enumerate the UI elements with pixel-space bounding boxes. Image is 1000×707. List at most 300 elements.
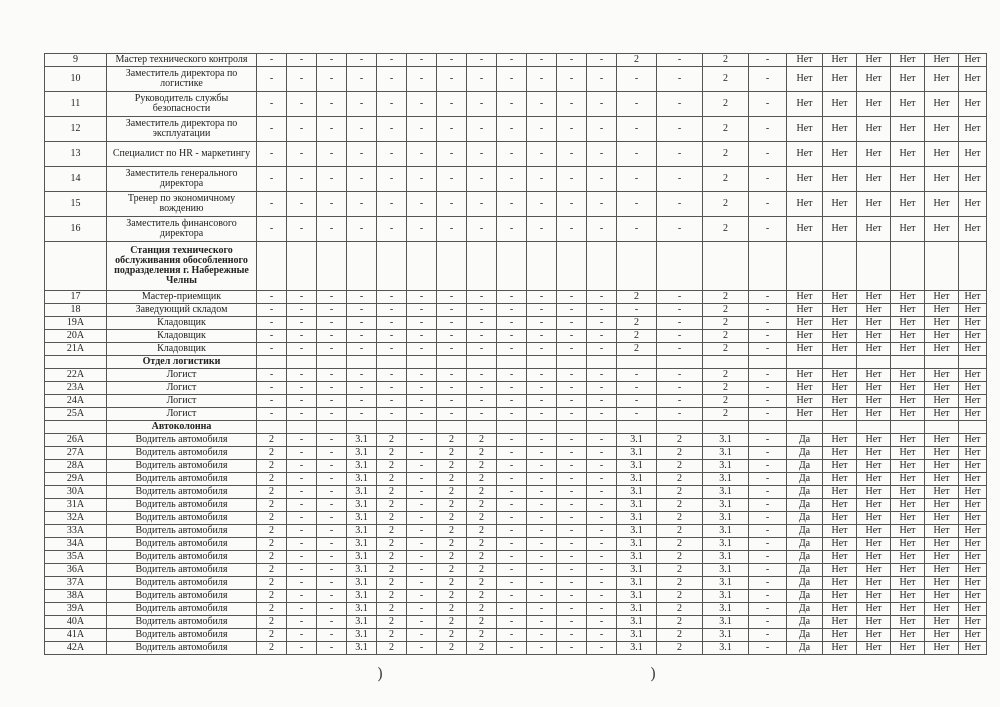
row-number: 18 (45, 304, 107, 317)
table-cell: - (657, 369, 703, 382)
table-cell: - (317, 291, 347, 304)
table-cell: - (287, 447, 317, 460)
table-cell (587, 421, 617, 434)
table-cell: - (377, 291, 407, 304)
table-cell: Нет (925, 54, 959, 67)
table-cell: - (407, 577, 437, 590)
table-cell: - (587, 577, 617, 590)
table-cell: Нет (891, 304, 925, 317)
table-cell: Нет (891, 473, 925, 486)
table-cell: 2 (657, 512, 703, 525)
table-cell: 2 (377, 525, 407, 538)
table-cell (257, 242, 287, 291)
table-cell (407, 356, 437, 369)
table-cell: - (347, 343, 377, 356)
table-cell: 3.1 (703, 616, 749, 629)
table-cell: - (749, 408, 787, 421)
section-title: Автоколонна (107, 421, 257, 434)
table-cell: - (437, 117, 467, 142)
table-row (45, 577, 987, 590)
table-cell: - (407, 343, 437, 356)
table-cell: Нет (787, 291, 823, 304)
table-cell: Нет (787, 304, 823, 317)
table-cell: 3.1 (703, 577, 749, 590)
table-cell: Нет (959, 142, 987, 167)
table-cell: 2 (703, 304, 749, 317)
table-cell (557, 242, 587, 291)
table-cell (407, 421, 437, 434)
table-cell: - (587, 167, 617, 192)
table-row (45, 330, 987, 343)
table-cell: - (749, 486, 787, 499)
table-cell: - (657, 142, 703, 167)
table-cell: - (317, 525, 347, 538)
table-cell: - (657, 192, 703, 217)
table-cell: - (617, 382, 657, 395)
table-cell (437, 242, 467, 291)
table-cell: Нет (925, 460, 959, 473)
table-cell: - (497, 317, 527, 330)
table-cell: - (657, 117, 703, 142)
table-cell: - (467, 142, 497, 167)
table-cell: - (587, 117, 617, 142)
table-cell: - (497, 590, 527, 603)
table-cell: 2 (467, 512, 497, 525)
position-name: Водитель автомобиля (107, 525, 257, 538)
table-cell: - (557, 382, 587, 395)
table-cell: Нет (959, 590, 987, 603)
table-cell: - (467, 167, 497, 192)
table-cell: 3.1 (617, 629, 657, 642)
table-cell: 3.1 (703, 460, 749, 473)
table-cell: - (317, 343, 347, 356)
table-cell: - (497, 330, 527, 343)
table-cell: - (527, 460, 557, 473)
table-cell: Нет (857, 369, 891, 382)
table-cell: - (407, 447, 437, 460)
table-cell: Нет (891, 525, 925, 538)
table-cell: Нет (891, 317, 925, 330)
table-cell: 2 (703, 382, 749, 395)
table-cell: - (587, 304, 617, 317)
table-cell (467, 421, 497, 434)
table-cell: - (467, 369, 497, 382)
table-cell: - (497, 616, 527, 629)
table-cell: Нет (925, 343, 959, 356)
table-cell: 3.1 (347, 512, 377, 525)
table-cell: - (407, 408, 437, 421)
table-cell (823, 242, 857, 291)
table-cell: - (657, 291, 703, 304)
table-cell: Нет (823, 577, 857, 590)
table-cell: - (287, 577, 317, 590)
table-cell (657, 356, 703, 369)
table-cell: Да (787, 525, 823, 538)
table-cell: 3.1 (347, 538, 377, 551)
table-cell (557, 421, 587, 434)
table-cell: - (587, 408, 617, 421)
table-cell: Нет (891, 369, 925, 382)
position-name: Мастер технического контроля (107, 54, 257, 67)
table-cell: 2 (437, 577, 467, 590)
table-cell: - (557, 590, 587, 603)
table-cell: - (527, 92, 557, 117)
table-cell: - (557, 525, 587, 538)
table-cell: - (377, 217, 407, 242)
table-cell: Нет (857, 616, 891, 629)
table-cell: Нет (925, 67, 959, 92)
table-cell: Нет (959, 577, 987, 590)
table-row (45, 291, 987, 304)
position-name: Заместитель директора по логистике (107, 67, 257, 92)
row-number: 16 (45, 217, 107, 242)
table-cell: - (407, 317, 437, 330)
table-cell: Нет (959, 167, 987, 192)
table-cell: - (749, 603, 787, 616)
table-cell: Да (787, 499, 823, 512)
table-cell: 3.1 (347, 642, 377, 655)
table-row (45, 460, 987, 473)
table-cell: - (587, 382, 617, 395)
table-cell: - (377, 117, 407, 142)
table-cell: 3.1 (617, 642, 657, 655)
table-cell (749, 421, 787, 434)
table-cell: Нет (891, 538, 925, 551)
table-cell: - (407, 369, 437, 382)
table-cell: - (557, 486, 587, 499)
table-cell: - (407, 525, 437, 538)
table-cell: - (317, 117, 347, 142)
table-cell: - (527, 167, 557, 192)
table-cell: 2 (467, 577, 497, 590)
table-cell: - (377, 408, 407, 421)
table-cell: Нет (959, 499, 987, 512)
table-cell: - (617, 167, 657, 192)
table-cell: - (407, 590, 437, 603)
table-cell: - (497, 629, 527, 642)
table-cell: - (587, 92, 617, 117)
table-cell: Нет (891, 616, 925, 629)
table-cell: 3.1 (617, 460, 657, 473)
table-cell: - (287, 564, 317, 577)
table-cell (749, 356, 787, 369)
table-cell: - (587, 330, 617, 343)
table-cell: - (437, 369, 467, 382)
table-cell: - (347, 167, 377, 192)
table-cell: 2 (467, 434, 497, 447)
table-cell (257, 356, 287, 369)
table-cell: Нет (823, 167, 857, 192)
table-cell (317, 242, 347, 291)
table-cell: - (257, 142, 287, 167)
table-cell: 2 (703, 369, 749, 382)
table-cell: 2 (467, 525, 497, 538)
position-name: Водитель автомобиля (107, 551, 257, 564)
position-name: Водитель автомобиля (107, 447, 257, 460)
table-cell: - (557, 408, 587, 421)
table-cell: 3.1 (347, 473, 377, 486)
table-cell: - (257, 217, 287, 242)
table-cell: - (257, 395, 287, 408)
table-cell: 3.1 (703, 551, 749, 564)
table-cell: Нет (787, 395, 823, 408)
table-cell: 2 (657, 525, 703, 538)
table-cell (925, 421, 959, 434)
table-cell: 2 (377, 616, 407, 629)
table-cell: - (617, 395, 657, 408)
table-cell: Да (787, 538, 823, 551)
table-cell: Нет (959, 54, 987, 67)
table-cell: Нет (823, 330, 857, 343)
table-cell (925, 242, 959, 291)
table-cell: - (749, 343, 787, 356)
table-cell: - (557, 369, 587, 382)
table-cell: Нет (823, 629, 857, 642)
table-cell (823, 421, 857, 434)
table-cell: - (317, 564, 347, 577)
position-name: Специалист по HR - маркетингу (107, 142, 257, 167)
table-cell (317, 421, 347, 434)
section-row (45, 421, 987, 434)
table-cell: - (749, 642, 787, 655)
table-cell: - (617, 304, 657, 317)
table-cell: Нет (925, 167, 959, 192)
table-cell: - (437, 343, 467, 356)
table-cell: - (527, 551, 557, 564)
table-cell: - (287, 460, 317, 473)
table-cell: - (657, 217, 703, 242)
table-cell: Нет (959, 460, 987, 473)
table-cell (377, 421, 407, 434)
table-cell (467, 242, 497, 291)
table-cell (959, 356, 987, 369)
table-row (45, 192, 987, 217)
table-cell: Нет (823, 460, 857, 473)
table-cell: Нет (857, 564, 891, 577)
table-cell: Нет (925, 473, 959, 486)
table-cell: - (587, 603, 617, 616)
table-cell: - (749, 192, 787, 217)
table-cell (617, 356, 657, 369)
table-cell (587, 356, 617, 369)
table-cell: Нет (787, 54, 823, 67)
table-cell: - (347, 369, 377, 382)
table-cell: - (749, 629, 787, 642)
table-cell: 2 (703, 117, 749, 142)
table-cell: 2 (377, 486, 407, 499)
table-cell: - (527, 67, 557, 92)
position-name: Логист (107, 369, 257, 382)
table-cell: 3.1 (347, 460, 377, 473)
table-cell: - (257, 117, 287, 142)
table-cell: 2 (657, 551, 703, 564)
table-row (45, 590, 987, 603)
table-cell: Нет (857, 460, 891, 473)
table-cell: 2 (703, 142, 749, 167)
table-cell: Нет (925, 408, 959, 421)
table-cell: 2 (467, 499, 497, 512)
table-cell: 3.1 (347, 525, 377, 538)
table-cell: 2 (703, 395, 749, 408)
table-cell: - (407, 551, 437, 564)
table-cell: - (587, 67, 617, 92)
table-cell: - (749, 499, 787, 512)
table-cell (787, 356, 823, 369)
table-cell: 2 (657, 577, 703, 590)
table-cell: - (437, 304, 467, 317)
table-cell: 2 (703, 54, 749, 67)
table-cell (749, 242, 787, 291)
table-cell: 2 (617, 343, 657, 356)
table-cell: Нет (925, 538, 959, 551)
table-cell: 2 (257, 551, 287, 564)
table-cell: Нет (857, 603, 891, 616)
table-cell: - (287, 54, 317, 67)
table-cell: Нет (787, 369, 823, 382)
table-cell: 2 (617, 317, 657, 330)
table-cell: Да (787, 577, 823, 590)
table-cell: - (557, 642, 587, 655)
table-cell: - (377, 382, 407, 395)
table-cell: - (317, 512, 347, 525)
table-cell: - (657, 330, 703, 343)
table-cell: Нет (959, 642, 987, 655)
table-cell: - (657, 382, 703, 395)
table-cell: 2 (617, 330, 657, 343)
table-cell: Нет (925, 512, 959, 525)
table-cell: - (467, 395, 497, 408)
table-cell: - (467, 291, 497, 304)
position-name: Водитель автомобиля (107, 642, 257, 655)
table-cell: 2 (257, 564, 287, 577)
table-cell: - (407, 304, 437, 317)
table-cell: - (347, 67, 377, 92)
table-cell: - (287, 291, 317, 304)
table-cell: - (557, 54, 587, 67)
table-cell: 2 (467, 603, 497, 616)
table-cell: 2 (703, 330, 749, 343)
table-cell: - (749, 564, 787, 577)
table-cell (527, 356, 557, 369)
table-cell: - (437, 142, 467, 167)
table-cell: - (557, 117, 587, 142)
row-number: 10 (45, 67, 107, 92)
table-cell: - (617, 408, 657, 421)
position-name: Водитель автомобиля (107, 499, 257, 512)
table-cell: Нет (857, 486, 891, 499)
table-cell: 3.1 (347, 447, 377, 460)
table-cell: 3.1 (617, 590, 657, 603)
table-cell: - (317, 67, 347, 92)
table-cell: - (749, 330, 787, 343)
table-cell: - (407, 117, 437, 142)
table-cell: 2 (703, 291, 749, 304)
table-cell: - (587, 486, 617, 499)
table-cell: - (557, 330, 587, 343)
table-cell: - (347, 408, 377, 421)
table-cell (857, 421, 891, 434)
table-cell: Нет (925, 192, 959, 217)
table-cell: Нет (823, 92, 857, 117)
table-cell: Нет (857, 590, 891, 603)
table-cell: 2 (467, 460, 497, 473)
table-row (45, 434, 987, 447)
table-cell (617, 242, 657, 291)
table-cell: - (407, 512, 437, 525)
row-number (45, 356, 107, 369)
table-cell: - (617, 217, 657, 242)
table-cell: Нет (857, 642, 891, 655)
table-cell: Нет (857, 54, 891, 67)
table-cell: 2 (437, 525, 467, 538)
table-cell: 3.1 (703, 525, 749, 538)
table-cell: 2 (257, 499, 287, 512)
table-cell: - (527, 590, 557, 603)
table-cell: - (407, 382, 437, 395)
table-cell: 3.1 (617, 577, 657, 590)
row-number: 24А (45, 395, 107, 408)
table-cell: Нет (823, 616, 857, 629)
position-name: Водитель автомобиля (107, 486, 257, 499)
table-cell: - (587, 590, 617, 603)
table-cell: - (407, 217, 437, 242)
table-cell: 2 (657, 616, 703, 629)
table-cell (925, 356, 959, 369)
table-cell: 3.1 (347, 590, 377, 603)
table-cell: 3.1 (347, 577, 377, 590)
position-name: Водитель автомобиля (107, 434, 257, 447)
table-cell: - (557, 317, 587, 330)
table-cell: - (657, 67, 703, 92)
table-cell (587, 242, 617, 291)
table-cell: 2 (257, 486, 287, 499)
table-cell: - (527, 54, 557, 67)
table-cell: 2 (377, 642, 407, 655)
table-cell: Нет (787, 408, 823, 421)
row-number: 28А (45, 460, 107, 473)
table-cell: - (317, 382, 347, 395)
table-cell (857, 242, 891, 291)
table-cell: Нет (959, 217, 987, 242)
table-body (45, 54, 987, 655)
table-cell: Нет (891, 330, 925, 343)
table-cell: Нет (857, 408, 891, 421)
table-cell: - (497, 538, 527, 551)
table-cell: 2 (703, 192, 749, 217)
table-cell: - (437, 167, 467, 192)
table-cell: - (347, 54, 377, 67)
table-cell: Нет (891, 447, 925, 460)
table-cell: - (257, 317, 287, 330)
table-cell: Нет (857, 551, 891, 564)
table-cell: 2 (657, 486, 703, 499)
table-cell: - (257, 382, 287, 395)
table-cell: - (287, 330, 317, 343)
table-cell: - (287, 473, 317, 486)
table-row (45, 54, 987, 67)
row-number: 42А (45, 642, 107, 655)
table-cell (287, 356, 317, 369)
table-cell: Нет (857, 447, 891, 460)
table-cell: - (287, 67, 317, 92)
table-cell: - (437, 92, 467, 117)
table-cell: Нет (891, 512, 925, 525)
table-cell: Нет (857, 538, 891, 551)
table-cell: Нет (857, 629, 891, 642)
table-cell: - (347, 330, 377, 343)
table-cell: Нет (959, 192, 987, 217)
table-cell: - (287, 304, 317, 317)
